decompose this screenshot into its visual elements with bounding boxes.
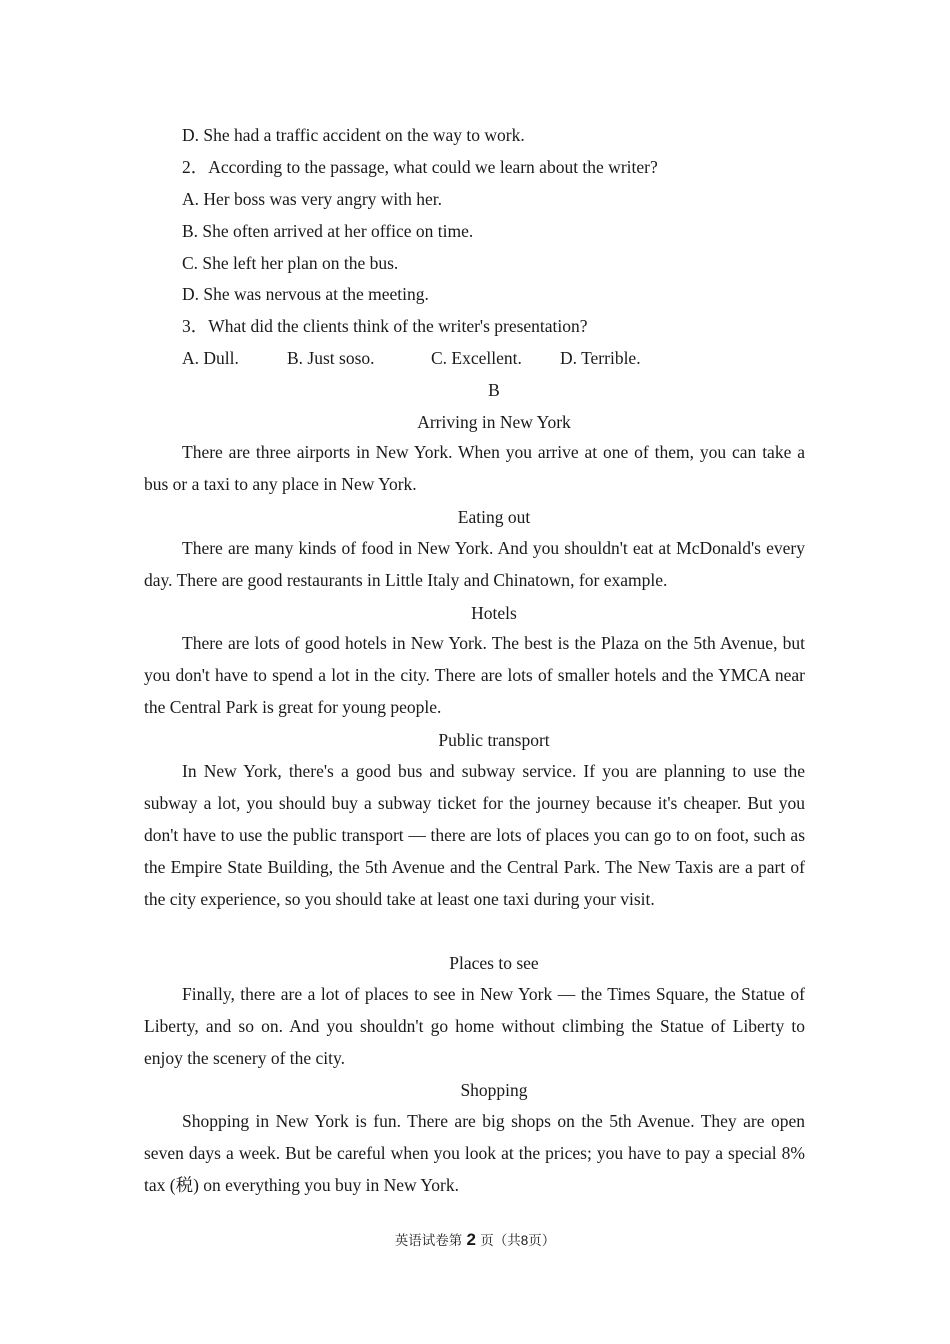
q3-option-d: D. Terrible. [560,348,641,368]
footer-total-pages: 8 [520,1233,529,1248]
section-label: B [488,380,500,400]
q1-option-d: D. She had a traffic accident on the way to work. [182,125,525,145]
q3-option-c: C. Excellent. [431,348,522,368]
q3-option-b: B. Just soso. [287,348,375,368]
paragraph-eating-out: There are many kinds of food in New York. And you shouldn't eat at McDonald's every day. There are good restaurants in Little Italy and Chinatown, for example. [144,538,805,590]
heading-public-transport: Public transport [438,730,550,750]
heading-hotels: Hotels [471,603,517,623]
q2-stem: 2．According to the passage, what could we learn about the writer? [182,157,658,177]
page-footer [0,1226,950,1255]
heading-eating-out: Eating out [457,507,531,527]
q2-option-b: B. She often arrived at her office on time. [182,221,474,241]
paragraph-hotels: There are lots of good hotels in New York. The best is the Plaza on the 5th Avenue, but you don't have to spend a lot in the city. There are lots of smaller hotels and the YMCA near the Central Park is great for young people. [144,633,805,717]
section-title: Arriving in New York [417,412,571,432]
q2-option-c: C. She left her plan on the bus. [182,253,399,273]
q3-options [182,342,641,374]
heading-shopping: Shopping [460,1080,528,1100]
footer-prefix: 英语试卷第 [394,1233,463,1249]
footer-suffix: 页） [528,1233,556,1249]
q3-option-a: A. Dull. [182,348,239,368]
q2-option-a: A. Her boss was very angry with her. [182,189,443,209]
footer-middle: 页（共 [480,1233,521,1249]
paragraph-public-transport: In New York, there's a good bus and subway service. If you are planning to use the subway a lot, you should buy a subway ticket for the journey because it's cheaper. But you don't have to use the public transport — there are lots of places you can go to on foot, such as the Empire State Building, the 5th Avenue and the Central Park. The New Taxis are a part of the city experience, so you should take at least one taxi during your visit. [144,761,805,909]
paragraph-places-to-see: Finally, there are a lot of places to see in New York — the Times Square, the Statue of Liberty, and so on. And you shouldn't go home without climbing the Statue of Liberty to enjoy the scenery of the city. [144,984,805,1068]
footer-page-number: 2 [466,1230,476,1249]
heading-places-to-see: Places to see [449,953,539,973]
paragraph-arriving: There are three airports in New York. When you arrive at one of them, you can take a bus or a taxi to any place in New York. [144,442,805,494]
paragraph-shopping: Shopping in New York is fun. There are big shops on the 5th Avenue. They are open seven days a week. But be careful when you look at the prices; you have to pay a special 8% tax (税) on everything you buy in New York. [144,1111,805,1195]
q2-option-d: D. She was nervous at the meeting. [182,284,429,304]
q3-stem: 3．What did the clients think of the writer's presentation? [182,316,588,336]
